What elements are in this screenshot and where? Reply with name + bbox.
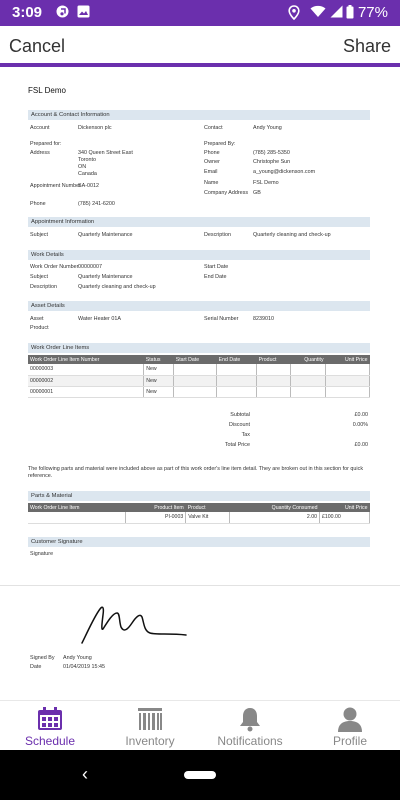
contact-value: Andy Young: [253, 125, 282, 131]
calendar-icon: [37, 707, 63, 731]
column-header: Unit Price: [320, 503, 370, 512]
total-price-value: £0.00: [354, 442, 368, 448]
date-value: 01/04/2019 15:45: [63, 664, 105, 670]
nav-notifications[interactable]: [200, 701, 300, 751]
appointment-number-label: Appointment Number: [30, 183, 81, 189]
phone-value: (785) 241-6200: [78, 201, 115, 207]
table-cell: [326, 375, 370, 386]
address-line: ON: [78, 164, 87, 170]
table-row: [28, 512, 370, 523]
app-bar: [0, 26, 400, 66]
table-cell: [326, 386, 370, 397]
parts-note: The following parts and material were included above as part of this work order's line item detail. They are broken out in this section for quick reference.: [28, 466, 364, 479]
column-header: Start Date: [174, 355, 217, 364]
bell-icon: [238, 706, 262, 732]
name-value: FSL Demo: [253, 180, 279, 186]
table-cell: New: [144, 386, 174, 397]
table-cell: 00000003: [28, 364, 144, 375]
table-cell: [217, 386, 257, 397]
account-value: Dickenson plc: [78, 125, 112, 131]
line-items-table: [28, 355, 370, 398]
nav-label: Notifications: [217, 734, 283, 748]
column-header: Product: [186, 503, 230, 512]
nav-inventory[interactable]: [100, 701, 200, 751]
column-header: Status: [144, 355, 174, 364]
section-line-items: Work Order Line Items: [28, 343, 370, 353]
address-line: 340 Queen Street East: [78, 150, 133, 156]
prepared-for-label: Prepared for:: [30, 141, 62, 147]
name-label: Name: [204, 180, 219, 186]
description-value: Quarterly cleaning and check-up: [253, 232, 331, 238]
table-cell: 00000001: [28, 386, 144, 397]
table-cell: [257, 386, 291, 397]
address-line: Canada: [78, 171, 97, 177]
section-account-contact: Account & Contact Information: [28, 110, 370, 120]
parts-table: [28, 503, 370, 524]
address-label: Address: [30, 150, 50, 156]
status-bar: [0, 0, 400, 26]
location-icon: [288, 5, 300, 23]
section-customer-signature: Customer Signature: [28, 537, 370, 547]
signal-icon: [330, 5, 343, 21]
table-cell: Valve Kit: [186, 512, 230, 523]
person-icon: [337, 706, 363, 732]
email-label: Email: [204, 169, 218, 175]
address-line: Toronto: [78, 157, 96, 163]
prepared-by-label: Prepared By:: [204, 141, 236, 147]
table-cell: [217, 364, 257, 375]
barcode-icon: [137, 707, 163, 731]
table-cell: [174, 364, 217, 375]
table-cell: New: [144, 364, 174, 375]
column-header: Work Order Line Item Number: [28, 355, 144, 364]
back-icon[interactable]: ‹: [82, 764, 88, 784]
phone-value: (785) 285-5350: [253, 150, 290, 156]
system-navigation-bar: [0, 750, 400, 800]
table-cell: [257, 364, 291, 375]
signed-by-value: Andy Young: [63, 655, 92, 661]
table-cell: [291, 364, 326, 375]
description-label: Description: [204, 232, 231, 238]
product-label: Product: [30, 325, 49, 331]
table-cell: [326, 364, 370, 375]
signed-by-label: Signed By: [30, 655, 55, 661]
table-cell: [291, 386, 326, 397]
phone-label: Phone: [30, 201, 46, 207]
image-notification-icon: [77, 5, 90, 21]
appointment-number-value: SA-0012: [78, 183, 99, 189]
nav-label: Inventory: [125, 734, 175, 748]
share-button[interactable]: Share: [342, 36, 391, 56]
accent-rule: [0, 63, 400, 67]
phone-label: Phone: [204, 150, 220, 156]
table-cell: £100.00: [320, 512, 370, 523]
column-header: End Date: [217, 355, 257, 364]
asset-label: Asset: [30, 316, 44, 322]
table-cell: [174, 386, 217, 397]
serial-number-value: 8239010: [253, 316, 274, 322]
column-header: Unit Price: [326, 355, 370, 364]
description-label: Description: [30, 284, 57, 290]
signature-label: Signature: [30, 551, 54, 557]
email-value[interactable]: a_young@dickenson.com: [253, 169, 316, 175]
subject-label: Subject: [30, 274, 48, 280]
table-row: [28, 375, 370, 386]
discount-label: Discount: [229, 422, 250, 428]
work-order-number-value: 00000007: [78, 264, 102, 270]
table-row: [28, 386, 370, 397]
start-date-label: Start Date: [204, 264, 229, 270]
divider: [0, 585, 400, 586]
table-cell: [217, 375, 257, 386]
column-header: Quantity: [291, 355, 326, 364]
account-label: Account: [30, 125, 50, 131]
home-handle[interactable]: [184, 771, 216, 779]
tax-label: Tax: [241, 432, 250, 438]
table-cell: 00000002: [28, 375, 144, 386]
nav-label: Schedule: [24, 734, 76, 748]
signature-image: [70, 599, 200, 651]
subtotal-label: Subtotal: [230, 412, 250, 418]
section-parts-material: Parts & Material: [28, 491, 370, 501]
table-cell: PI-0003: [126, 512, 186, 523]
wifi-icon: [310, 5, 326, 21]
total-price-label: Total Price: [224, 442, 250, 448]
service-report-document[interactable]: [0, 74, 400, 700]
company-address-label: Company Address: [204, 190, 249, 196]
contact-label: Contact: [204, 125, 223, 131]
company-address-value: GB: [253, 190, 261, 196]
table-cell: [257, 375, 291, 386]
cancel-button[interactable]: Cancel: [9, 36, 66, 56]
serial-number-label: Serial Number: [204, 316, 239, 322]
nav-schedule[interactable]: [0, 701, 100, 751]
table-cell: [174, 375, 217, 386]
owner-value: Christophe Sun: [253, 159, 291, 165]
end-date-label: End Date: [204, 274, 227, 280]
discount-value: 0.00%: [352, 422, 368, 428]
battery-level: 77%: [357, 4, 388, 21]
subject-value: Quarterly Maintenance: [78, 274, 133, 280]
description-value: Quarterly cleaning and check-up: [78, 284, 156, 290]
nav-label: Profile: [332, 734, 367, 748]
report-title: FSL Demo: [28, 86, 66, 95]
table-cell: New: [144, 375, 174, 386]
app-notification-icon: [56, 5, 69, 21]
date-label: Date: [30, 664, 42, 670]
battery-icon: [346, 5, 354, 22]
table-header-row: [28, 503, 370, 512]
column-header: Work Order Line Item: [28, 503, 126, 512]
bottom-navigation: [0, 700, 400, 750]
status-time: 3:09: [12, 4, 43, 21]
table-cell: [28, 512, 126, 523]
section-asset-details: Asset Details: [28, 301, 370, 311]
owner-label: Owner: [204, 159, 220, 165]
work-order-number-label: Work Order Number: [30, 264, 79, 270]
table-header-row: [28, 355, 370, 364]
table-cell: 2.00: [230, 512, 320, 523]
subject-value: Quarterly Maintenance: [78, 232, 133, 238]
column-header: Product: [257, 355, 291, 364]
column-header: Quantity Consumed: [230, 503, 320, 512]
table-cell: [291, 375, 326, 386]
nav-profile[interactable]: [300, 701, 400, 751]
section-appointment: Appointment Information: [28, 217, 370, 227]
column-header: Product Item: [126, 503, 186, 512]
subtotal-value: £0.00: [354, 412, 368, 418]
subject-label: Subject: [30, 232, 48, 238]
section-work-details: Work Details: [28, 250, 370, 260]
asset-value: Water Heater 01A: [78, 316, 121, 322]
table-row: [28, 364, 370, 375]
